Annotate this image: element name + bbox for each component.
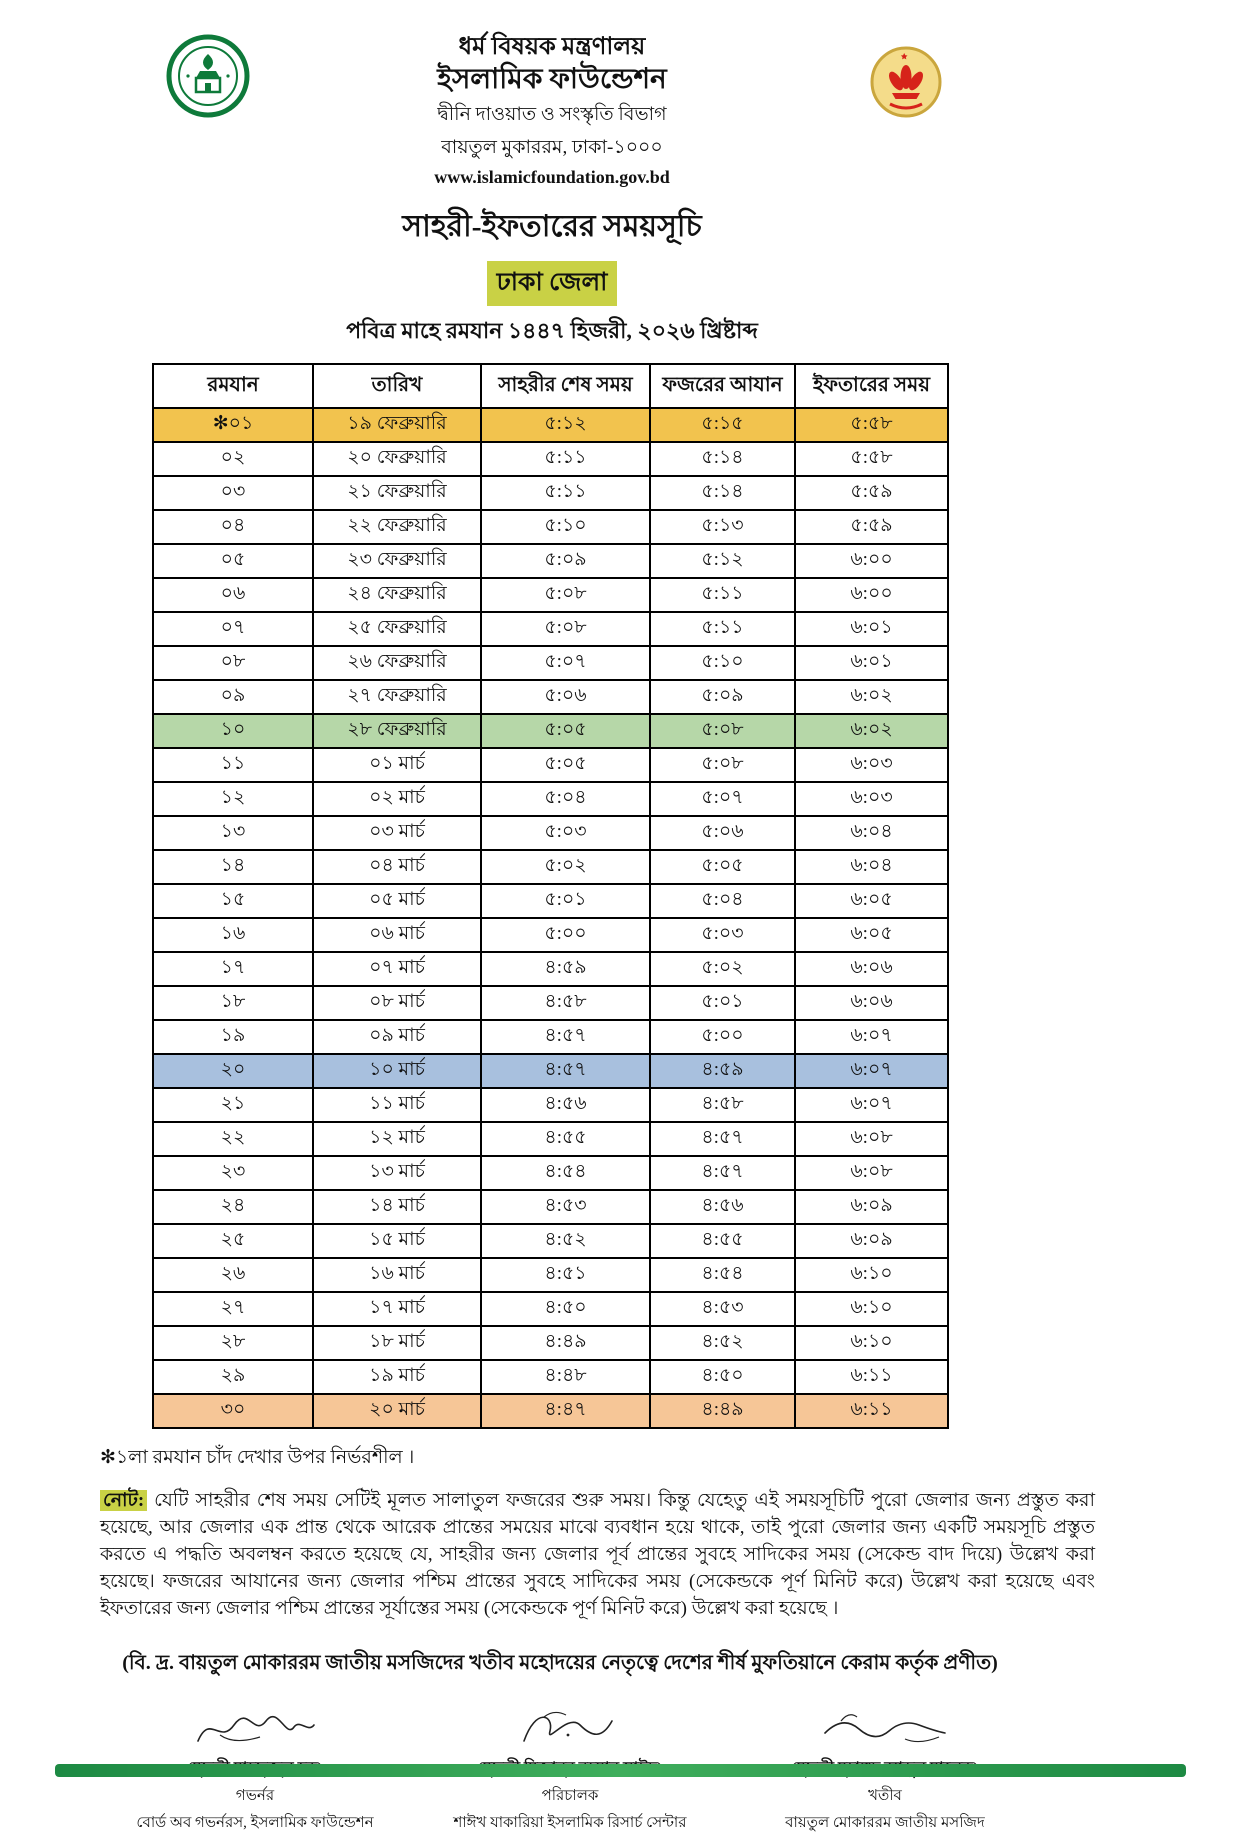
col-header-iftar-time: ইফতারের সময়: [795, 364, 948, 408]
cell-sehri_end: ৪:৪৯: [481, 1326, 650, 1360]
cell-fajr_azan: ৫:১৫: [650, 408, 795, 442]
cell-sehri_end: ৫:১১: [481, 476, 650, 510]
cell-fajr_azan: ৫:০৪: [650, 884, 795, 918]
note-label: নোট:: [100, 1490, 147, 1511]
table-row: [153, 1326, 948, 1360]
cell-date: ০৩ মার্চ: [313, 816, 481, 850]
cell-fajr_azan: ৫:০৮: [650, 714, 795, 748]
cell-ramadan: ১৫: [153, 884, 313, 918]
cell-fajr_azan: ৫:০৫: [650, 850, 795, 884]
table-row: [153, 408, 948, 442]
cell-date: ২৭ ফেব্রুয়ারি: [313, 680, 481, 714]
table-row: [153, 1122, 948, 1156]
cell-ramadan: ০৮: [153, 646, 313, 680]
cell-date: ১৬ মার্চ: [313, 1258, 481, 1292]
cell-ramadan: ২২: [153, 1122, 313, 1156]
cell-iftar: ৬:০৭: [795, 1088, 948, 1122]
cell-date: ২০ ফেব্রুয়ারি: [313, 442, 481, 476]
cell-ramadan: ১১: [153, 748, 313, 782]
cell-iftar: ৬:০৯: [795, 1190, 948, 1224]
cell-iftar: ৬:০০: [795, 578, 948, 612]
document-header: [152, 32, 952, 188]
cell-iftar: ৫:৫৯: [795, 510, 948, 544]
cell-fajr_azan: ৫:০৯: [650, 680, 795, 714]
cell-date: ১৯ ফেব্রুয়ারি: [313, 408, 481, 442]
cell-sehri_end: ৫:০০: [481, 918, 650, 952]
cell-fajr_azan: ৫:০৮: [650, 748, 795, 782]
cell-fajr_azan: ৫:০৬: [650, 816, 795, 850]
cell-ramadan: ১০: [153, 714, 313, 748]
cell-date: ০২ মার্চ: [313, 782, 481, 816]
cell-iftar: ৬:০৯: [795, 1224, 948, 1258]
cell-ramadan: ০৩: [153, 476, 313, 510]
table-row: [153, 986, 948, 1020]
cell-sehri_end: ৪:৫৫: [481, 1122, 650, 1156]
cell-iftar: ৬:০২: [795, 680, 948, 714]
cell-date: ২০ মার্চ: [313, 1394, 481, 1428]
cell-ramadan: ২৬: [153, 1258, 313, 1292]
cell-fajr_azan: ৫:০৭: [650, 782, 795, 816]
cell-iftar: ৬:০২: [795, 714, 948, 748]
cell-iftar: ৬:০৪: [795, 816, 948, 850]
table-row: [153, 612, 948, 646]
division-name: দ্বীনি দাওয়াত ও সংস্কৃতি বিভাগ: [437, 104, 667, 125]
cell-date: ১৪ মার্চ: [313, 1190, 481, 1224]
cell-fajr_azan: ৫:১২: [650, 544, 795, 578]
cell-ramadan: ✻০১: [153, 408, 313, 442]
signatory-org: বোর্ড অব গভর্নরস, ইসলামিক ফাউন্ডেশন: [136, 1815, 374, 1831]
cell-fajr_azan: ৪:৫৬: [650, 1190, 795, 1224]
col-header-ramadan: রমযান: [153, 364, 313, 408]
cell-fajr_azan: ৪:৫৫: [650, 1224, 795, 1258]
table-row: [153, 510, 948, 544]
moon-sighting-footnote: ✻১লা রমযান চাঁদ দেখার উপর নির্ভরশীল ।: [100, 1447, 415, 1468]
cell-sehri_end: ৪:৫৩: [481, 1190, 650, 1224]
signatory-role: পরিচালক: [541, 1788, 599, 1804]
cell-sehri_end: ৫:০৬: [481, 680, 650, 714]
cell-date: ২৩ ফেব্রুয়ারি: [313, 544, 481, 578]
timetable-body: [153, 408, 948, 1428]
cell-date: ১৩ মার্চ: [313, 1156, 481, 1190]
cell-fajr_azan: ৪:৫৭: [650, 1122, 795, 1156]
cell-fajr_azan: ৪:৫২: [650, 1326, 795, 1360]
cell-sehri_end: ৫:০৭: [481, 646, 650, 680]
col-header-sehri-end: সাহরীর শেষ সময়: [481, 364, 650, 408]
cell-ramadan: ২৯: [153, 1360, 313, 1394]
table-row: [153, 850, 948, 884]
table-row: [153, 884, 948, 918]
cell-date: ১০ মার্চ: [313, 1054, 481, 1088]
sehri-iftar-timetable: [152, 363, 949, 1429]
cell-sehri_end: ৫:০৫: [481, 748, 650, 782]
cell-fajr_azan: ৪:৪৯: [650, 1394, 795, 1428]
cell-ramadan: ০৫: [153, 544, 313, 578]
table-row: [153, 1054, 948, 1088]
cell-ramadan: ২৩: [153, 1156, 313, 1190]
cell-ramadan: ২৭: [153, 1292, 313, 1326]
table-row: [153, 1156, 948, 1190]
cell-iftar: ৬:০৫: [795, 918, 948, 952]
table-row: [153, 1190, 948, 1224]
cell-ramadan: ২১: [153, 1088, 313, 1122]
table-row: [153, 1394, 948, 1428]
table-row: [153, 1360, 948, 1394]
cell-sehri_end: ৪:৫৭: [481, 1020, 650, 1054]
cell-date: ১৭ মার্চ: [313, 1292, 481, 1326]
cell-date: ২২ ফেব্রুয়ারি: [313, 510, 481, 544]
cell-iftar: ৬:০৪: [795, 850, 948, 884]
cell-sehri_end: ৪:৪৮: [481, 1360, 650, 1394]
table-row: [153, 782, 948, 816]
cell-sehri_end: ৪:৫০: [481, 1292, 650, 1326]
cell-date: ১৫ মার্চ: [313, 1224, 481, 1258]
cell-iftar: ৬:০৫: [795, 884, 948, 918]
cell-sehri_end: ৫:০৮: [481, 612, 650, 646]
table-row: [153, 816, 948, 850]
cell-iftar: ৬:০৮: [795, 1122, 948, 1156]
cell-iftar: ৬:০৬: [795, 986, 948, 1020]
cell-ramadan: ২৪: [153, 1190, 313, 1224]
cell-iftar: ৬:০০: [795, 544, 948, 578]
cell-iftar: ৬:১১: [795, 1360, 948, 1394]
table-row: [153, 476, 948, 510]
cell-date: ১৯ মার্চ: [313, 1360, 481, 1394]
cell-sehri_end: ৫:১০: [481, 510, 650, 544]
cell-date: ০৯ মার্চ: [313, 1020, 481, 1054]
cell-ramadan: ০৭: [153, 612, 313, 646]
cell-date: ০৮ মার্চ: [313, 986, 481, 1020]
cell-sehri_end: ৫:০৯: [481, 544, 650, 578]
district-title: ঢাকা জেলা: [487, 261, 618, 306]
cell-ramadan: ২০: [153, 1054, 313, 1088]
cell-sehri_end: ৪:৫৪: [481, 1156, 650, 1190]
cell-sehri_end: ৪:৫১: [481, 1258, 650, 1292]
cell-iftar: ৬:০৬: [795, 952, 948, 986]
cell-iftar: ৬:০৮: [795, 1156, 948, 1190]
cell-fajr_azan: ৫:০০: [650, 1020, 795, 1054]
cell-ramadan: ১৮: [153, 986, 313, 1020]
signatory-org: শাঈখ যাকারিয়া ইসলামিক রিসার্চ সেন্টার: [453, 1815, 687, 1831]
cell-fajr_azan: ৪:৫৯: [650, 1054, 795, 1088]
signatory-role: খতীব: [868, 1788, 902, 1804]
cell-sehri_end: ৫:০৮: [481, 578, 650, 612]
organization-name: ইসলামিক ফাউন্ডেশন: [437, 64, 667, 95]
cell-sehri_end: ৪:৪৭: [481, 1394, 650, 1428]
table-row: [153, 1088, 948, 1122]
cell-ramadan: ০৯: [153, 680, 313, 714]
cell-date: ২৮ ফেব্রুয়ারি: [313, 714, 481, 748]
cell-fajr_azan: ৪:৫৪: [650, 1258, 795, 1292]
cell-sehri_end: ৪:৫৮: [481, 986, 650, 1020]
cell-iftar: ৬:১০: [795, 1326, 948, 1360]
col-header-date: তারিখ: [313, 364, 481, 408]
islamic-foundation-logo-icon: [166, 34, 250, 123]
signature-scribble-icon: [760, 1703, 1010, 1751]
cell-iftar: ৬:০৩: [795, 782, 948, 816]
signatory-role: গভর্নর: [235, 1788, 275, 1804]
cell-iftar: ৬:০৭: [795, 1020, 948, 1054]
cell-sehri_end: ৪:৫২: [481, 1224, 650, 1258]
cell-date: ০৬ মার্চ: [313, 918, 481, 952]
cell-date: ২১ ফেব্রুয়ারি: [313, 476, 481, 510]
cell-sehri_end: ৪:৫৯: [481, 952, 650, 986]
signatory-org: বায়তুল মোকাররম জাতীয় মসজিদ: [785, 1815, 985, 1831]
table-row: [153, 918, 948, 952]
cell-sehri_end: ৫:০২: [481, 850, 650, 884]
table-row: [153, 748, 948, 782]
cell-sehri_end: ৫:০১: [481, 884, 650, 918]
cell-ramadan: ১৭: [153, 952, 313, 986]
bangladesh-govt-emblem-icon: [868, 44, 944, 125]
cell-ramadan: ৩০: [153, 1394, 313, 1428]
table-row: [153, 1020, 948, 1054]
cell-fajr_azan: ৪:৫৩: [650, 1292, 795, 1326]
cell-date: ১১ মার্চ: [313, 1088, 481, 1122]
cell-fajr_azan: ৫:০২: [650, 952, 795, 986]
cell-iftar: ৫:৫৮: [795, 408, 948, 442]
cell-date: ০৪ মার্চ: [313, 850, 481, 884]
cell-iftar: ৬:০১: [795, 612, 948, 646]
cell-date: ২৫ ফেব্রুয়ারি: [313, 612, 481, 646]
cell-date: ২৬ ফেব্রুয়ারি: [313, 646, 481, 680]
cell-fajr_azan: ৫:১১: [650, 612, 795, 646]
cell-iftar: ৬:১০: [795, 1292, 948, 1326]
col-header-fajr-azan: ফজরের আযান: [650, 364, 795, 408]
cell-sehri_end: ৫:১১: [481, 442, 650, 476]
cell-iftar: ৬:১১: [795, 1394, 948, 1428]
table-row: [153, 680, 948, 714]
website-url: www.islamicfoundation.gov.bd: [434, 167, 670, 187]
table-row: [153, 442, 948, 476]
signature-scribble-icon: [445, 1703, 695, 1751]
title-block: [152, 202, 952, 351]
table-row: [153, 578, 948, 612]
cell-iftar: ৫:৫৯: [795, 476, 948, 510]
table-row: [153, 952, 948, 986]
table-header-row: [153, 364, 948, 408]
cell-iftar: ৬:০১: [795, 646, 948, 680]
cell-date: ১২ মার্চ: [313, 1122, 481, 1156]
cell-fajr_azan: ৫:১১: [650, 578, 795, 612]
cell-ramadan: ১৬: [153, 918, 313, 952]
cell-ramadan: ২৮: [153, 1326, 313, 1360]
cell-fajr_azan: ৪:৫৭: [650, 1156, 795, 1190]
cell-ramadan: ১২: [153, 782, 313, 816]
cell-date: ১৮ মার্চ: [313, 1326, 481, 1360]
footer-accent-bar: [55, 1764, 1186, 1777]
letterhead: [152, 32, 952, 188]
cell-iftar: ৫:৫৮: [795, 442, 948, 476]
cell-ramadan: ০৪: [153, 510, 313, 544]
table-row: [153, 1258, 948, 1292]
cell-fajr_azan: ৫:১৪: [650, 442, 795, 476]
cell-ramadan: ১৪: [153, 850, 313, 884]
cell-iftar: ৬:১০: [795, 1258, 948, 1292]
cell-ramadan: ১৩: [153, 816, 313, 850]
cell-fajr_azan: ৪:৫০: [650, 1360, 795, 1394]
cell-fajr_azan: ৫:০১: [650, 986, 795, 1020]
cell-date: ০৭ মার্চ: [313, 952, 481, 986]
ministry-name: ধর্ম বিষয়ক মন্ত্রণালয়: [458, 34, 646, 60]
cell-iftar: ৬:০৩: [795, 748, 948, 782]
cell-date: ২৪ ফেব্রুয়ারি: [313, 578, 481, 612]
cell-sehri_end: ৫:০৩: [481, 816, 650, 850]
table-row: [153, 714, 948, 748]
cell-fajr_azan: ৪:৫৮: [650, 1088, 795, 1122]
cell-fajr_azan: ৫:০৩: [650, 918, 795, 952]
ramadan-year-subtitle: পবিত্র মাহে রমযান ১৪৪৭ হিজরী, ২০২৬ খ্রিষ্টাব্দ: [346, 318, 758, 343]
cell-fajr_azan: ৫:১৩: [650, 510, 795, 544]
note-paragraph: [100, 1487, 1095, 1622]
cell-sehri_end: ৫:০৪: [481, 782, 650, 816]
signature-scribble-icon: [130, 1703, 380, 1751]
cell-ramadan: ২৫: [153, 1224, 313, 1258]
cell-sehri_end: ৫:১২: [481, 408, 650, 442]
table-row: [153, 1292, 948, 1326]
page-title: সাহরী-ইফতারের সময়সূচি: [402, 210, 702, 243]
cell-date: ০১ মার্চ: [313, 748, 481, 782]
note-body: যেটি সাহরীর শেষ সময় সেটিই মূলত সালাতুল ফজরের শুরু সময়। কিন্তু যেহেতু এই সময়সূচিটি পুরো জেলার জন্য প্রস্তুত করা হয়েছে, আর জেলার এক প্রান্ত থেকে আরেক প্রান্তের সময়ের মাঝে ব্যবধান হয়ে থাকে, তাই পুরো জেলার জন্য একটি সময়সূচি প্রস্তুত করতে এ পদ্ধতি অবলম্বন করতে হয়েছে যে, সাহরীর জন্য জেলার পূর্ব প্রান্তের সুবহে সাদিকের সময় (সেকেন্ড বাদ দিয়ে) উল্লেখ করা হয়েছে। ফজরের আযানের জন্য জেলার পশ্চিম প্রান্তের সুবহে সাদিকের সময় (সেকেন্ডকে পূর্ণ মিনিট করে) উল্লেখ করা হয়েছে এবং ইফতারের জন্য জেলার পশ্চিম প্রান্তের সূর্যাস্তের সময় (সেকেন্ডকে পূর্ণ মিনিট করে) উল্লেখ করা হয়েছে ।: [100, 1490, 1095, 1619]
cell-iftar: ৬:০৭: [795, 1054, 948, 1088]
table-row: [153, 646, 948, 680]
cell-ramadan: ০৬: [153, 578, 313, 612]
cell-sehri_end: ৪:৫৭: [481, 1054, 650, 1088]
cell-fajr_azan: ৫:১৪: [650, 476, 795, 510]
cell-ramadan: ০২: [153, 442, 313, 476]
prepared-by-line: (বি. দ্র. বায়তুল মোকাররম জাতীয় মসজিদের খতীব মহোদয়ের নেতৃত্বে দেশের শীর্ষ মুফতিয়ানে কেরাম কর্তৃক প্রণীত): [122, 1652, 998, 1674]
cell-sehri_end: ৫:০৫: [481, 714, 650, 748]
document-page: [0, 32, 1241, 1831]
cell-sehri_end: ৪:৫৬: [481, 1088, 650, 1122]
cell-ramadan: ১৯: [153, 1020, 313, 1054]
table-row: [153, 544, 948, 578]
table-row: [153, 1224, 948, 1258]
cell-fajr_azan: ৫:১০: [650, 646, 795, 680]
cell-date: ০৫ মার্চ: [313, 884, 481, 918]
address-line: বায়তুল মুকাররম, ঢাকা-১০০০: [441, 137, 663, 158]
